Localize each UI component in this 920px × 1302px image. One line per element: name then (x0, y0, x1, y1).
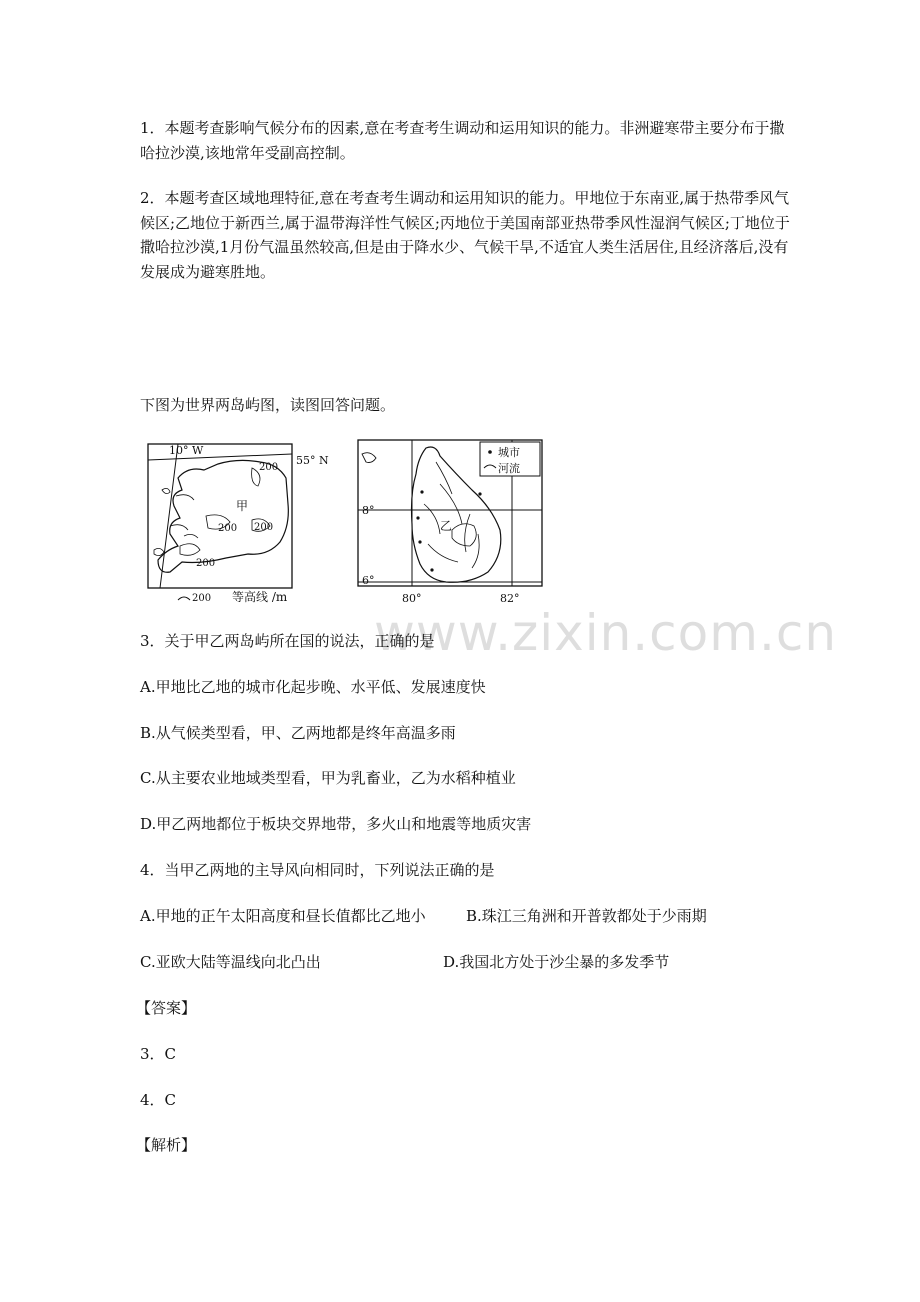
question-4-option-b: B.珠江三角洲和开普敦都处于少雨期 (466, 907, 707, 925)
map-right-lat-label: 8° (362, 504, 375, 517)
analysis-header: 【解析】 (136, 1136, 197, 1154)
explanation-1: 1．本题考查影响气候分布的因素,意在考查考生调动和运用知识的能力。非洲避寒带主要分布于撒哈拉沙漠,该地常年受副高控制。 (140, 119, 785, 162)
map-left (148, 444, 329, 604)
question-4-stem: 4．当甲乙两地的主导风向相同时，下列说法正确的是 (140, 861, 495, 879)
question-4-option-c: C.亚欧大陆等温线向北凸出 (140, 953, 321, 971)
contour-label: 200 (254, 522, 274, 533)
map-right-lon-label: 82° (500, 592, 520, 605)
question-3-option-a: A.甲地比乙地的城市化起步晚、水平低、发展速度快 (140, 678, 486, 696)
answer-header: 【答案】 (136, 999, 197, 1017)
legend-contour-value: 200 (192, 593, 212, 604)
question-3-option-c: C.从主要农业地域类型看，甲为乳畜业，乙为水稻种植业 (140, 769, 516, 787)
question-3-stem: 3．关于甲乙两岛屿所在国的说法，正确的是 (140, 632, 435, 650)
map-left-lon-label: 10° W (169, 444, 204, 457)
city-legend-icon (488, 450, 492, 454)
map-left-region-label: 甲 (236, 499, 249, 513)
answer-4: 4．C (140, 1091, 177, 1109)
legend-river-text: 河流 (498, 462, 520, 475)
contour-label: 200 (218, 523, 238, 534)
map-left-lat-label: 55° N (296, 454, 329, 467)
question-3-option-d: D.甲乙两地都位于板块交界地带，多火山和地震等地质灾害 (140, 815, 532, 833)
map-right-lat-label: 6° (362, 574, 375, 587)
question-3-option-b: B.从气候类型看，甲、乙两地都是终年高温多雨 (140, 724, 456, 742)
contour-label: 200 (196, 558, 216, 569)
explanation-2: 2．本题考查区域地理特征,意在考查考生调动和运用知识的能力。甲地位于东南亚,属于热带季风气候区;乙地位于新西兰,属于温带海洋性气候区;丙地位于美国南部亚热带季风性湿润气候区;丁地位于撒哈拉沙漠,1月份气温虽然较高,但是由于降水少、气候干旱,不适宜人类生活居住,且经济落后,没有发展成为避寒胜地。 (140, 189, 790, 281)
island-maps-figure (140, 434, 550, 610)
question-intro: 下图为世界两岛屿图，读图回答问题。 (140, 396, 396, 414)
legend-city-text: 城市 (498, 446, 520, 459)
map-right-lon-label: 80° (402, 592, 422, 605)
question-4-option-d: D.我国北方处于沙尘暴的多发季节 (443, 953, 670, 971)
legend-contour-text: 等高线 /m (232, 590, 288, 604)
contour-label: 200 (259, 462, 279, 473)
question-4-option-a: A.甲地的正午太阳高度和昼长值都比乙地小 (140, 907, 426, 925)
map-right-region-label: 乙 (440, 519, 453, 533)
answer-3: 3．C (140, 1045, 177, 1063)
map-right (358, 440, 542, 605)
contour-legend-icon (178, 597, 190, 600)
watermark: www.zixin.com.cn (374, 604, 838, 662)
